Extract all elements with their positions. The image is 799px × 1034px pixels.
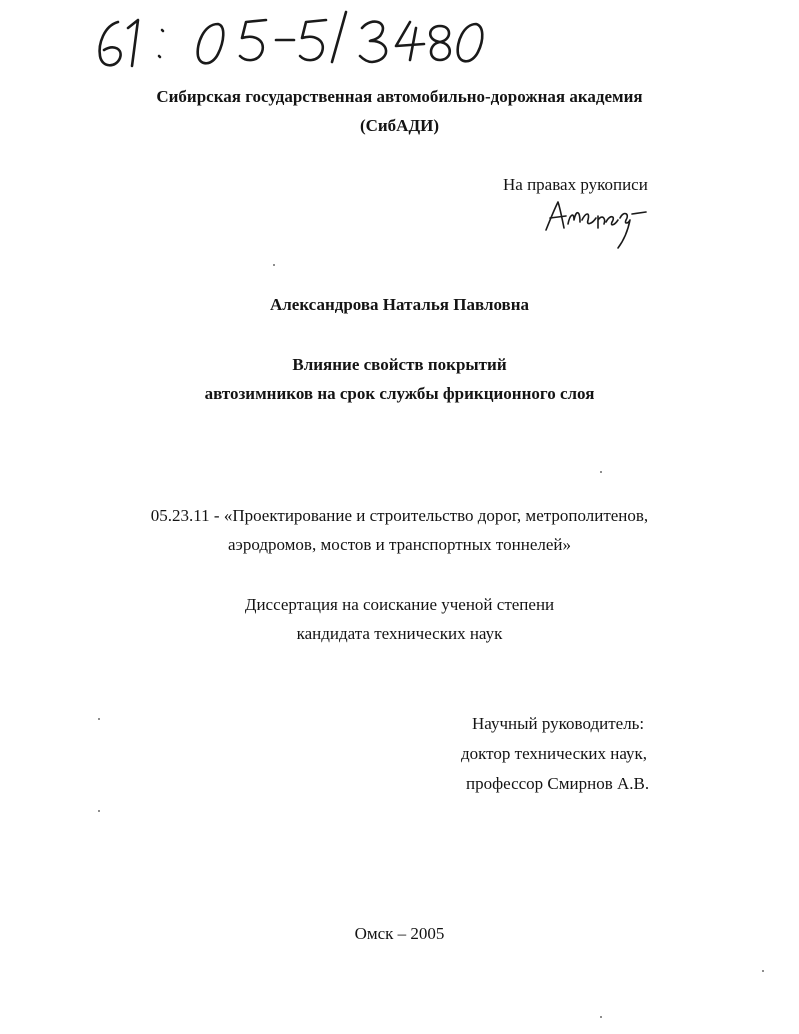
scan-speck — [600, 1016, 602, 1018]
scan-speck — [98, 718, 100, 720]
scan-speck — [273, 264, 275, 266]
handwritten-archive-code — [0, 0, 799, 80]
scan-speck — [98, 810, 100, 812]
dissertation-title-line-1: Влияние свойств покрытий — [292, 355, 507, 374]
place-and-year: Омск – 2005 — [354, 924, 445, 943]
institution-abbreviation: (СибАДИ) — [359, 116, 440, 135]
dissertation-title-line-2: автозимников на срок службы фрикционного слоя — [204, 384, 595, 403]
specialty-line-1: 05.23.11 - «Проектирование и строительство дорог, метрополитенов, — [150, 506, 649, 525]
institution-name: Сибирская государственная автомобильно-дорожная академия — [156, 87, 643, 106]
author-signature — [540, 190, 650, 250]
advisor-label: Научный руководитель: — [472, 714, 645, 733]
scan-speck — [762, 970, 764, 972]
degree-line-1: Диссертация на соискание ученой степени — [244, 595, 555, 614]
specialty-line-2: аэродромов, мостов и транспортных тоннелей» — [228, 535, 571, 554]
advisor-degree: доктор технических наук, — [461, 744, 648, 763]
scan-speck — [600, 471, 602, 473]
manuscript-rights-note: На правах рукописи — [503, 175, 648, 194]
author-name: Александрова Наталья Павловна — [269, 295, 530, 314]
advisor-name: профессор Смирнов А.В. — [466, 774, 650, 793]
degree-line-2: кандидата технических наук — [296, 624, 503, 643]
